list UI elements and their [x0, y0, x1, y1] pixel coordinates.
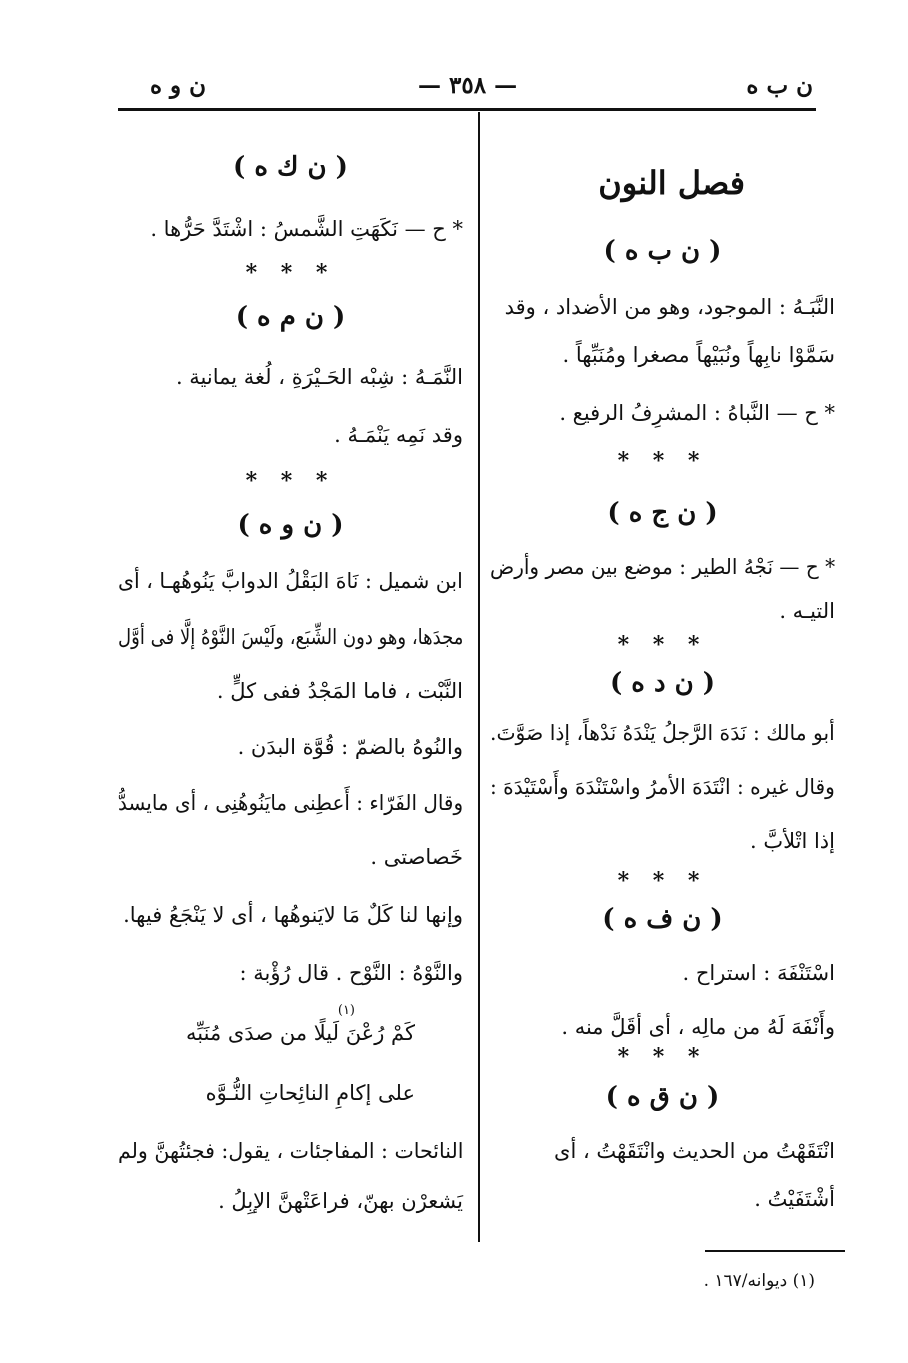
section-heading-nqh: ( ن ق ه )	[605, 1082, 720, 1112]
section-separator: * * *	[617, 1044, 708, 1070]
text-line: النَّبَـهُ : الموجود، وهو من الأضداد ، وقد	[504, 295, 835, 319]
verse-footnote-marker: (١)	[337, 1003, 355, 1018]
section-separator: * * *	[245, 260, 336, 286]
section-separator: * * *	[617, 632, 708, 658]
text-line: * ح — النَّباهُ : المشرِفُ الرفيع .	[559, 401, 835, 425]
text-line: * ح — نَجْهُ الطير : موضع بين مصر وأرض	[489, 555, 835, 579]
text-line: انْتَقَهْتُ من الحديث وانْتَقَهْتُ ، أى	[554, 1139, 835, 1163]
text-line: والنُوهُ بالضمّ : قُوَّة البدَن .	[237, 735, 463, 759]
text-line: النَّمَـهُ : شِبْه الحَـيْرَةِ ، لُغة يمانية .	[175, 365, 463, 389]
footnote-rule	[705, 1250, 845, 1252]
section-heading-nkh: ( ن ك ه )	[233, 152, 348, 182]
text-line: سَمَّوْا نابِهاً ونُبَيْهاً مصغرا ومُنَبِّهاً .	[562, 343, 835, 367]
column-divider	[478, 112, 480, 1242]
text-line: إذا اتْلأبَّ .	[749, 829, 835, 853]
running-head-left: ن و ه	[150, 72, 207, 99]
chapter-title: فصل النون	[598, 164, 745, 202]
text-line: وإنها لنا كَلٌ مَا لايَنوهُها ، أى لا يَنْجَعُ فيها.	[123, 903, 463, 927]
text-line: أشْتَفَيْتُ .	[754, 1187, 835, 1211]
text-line: وقال غيره : انْتَدَهَ الأمرُ واسْتَنْدَهَ وأَسْتَيْدَهَ :	[490, 775, 835, 799]
text-line: * ح — نَكَهَتِ الشَّمسُ : اشْتَدَّ حَرُّها .	[150, 217, 463, 241]
section-heading-nbh: ( ن ب ه )	[603, 236, 722, 266]
text-line: التيـه .	[779, 599, 835, 623]
section-heading-njh: ( ن ج ه )	[607, 498, 718, 528]
running-head-right: ن ب ه	[746, 72, 813, 99]
verse-line: على إكامِ النائِحاتِ النُّـوَّه	[205, 1081, 415, 1105]
section-heading-nfh: ( ن ف ه )	[602, 904, 723, 934]
text-line: وأَنْفَهَ لَهُ من مالِه ، أى أقَلَّ منه .	[561, 1015, 835, 1039]
text-line: وقد نَمِه يَنْمَـهُ .	[334, 423, 463, 447]
text-line: وقال الفَرّاء : أَعطِنى مايَنُوهُنِى ، أى مايسدُّ	[117, 791, 463, 815]
page-number: — ٣٥٨ —	[418, 72, 518, 99]
text-line: يَشعرْن بهنّ، فراعَتْهنَّ الإبِلُ .	[218, 1189, 463, 1213]
section-heading-nmh: ( ن م ه )	[235, 302, 346, 332]
text-line: أبو مالك : نَدَهَ الرَّجلُ يَنْدَهُ نَدْهاً، إذا صَوَّتَ.	[490, 721, 835, 745]
text-line: النائحات : المفاجئات ، يقول: فجئتُهنَّ ولم	[117, 1139, 463, 1163]
text-line: اسْتَنْفَهَ : استراح .	[682, 961, 835, 985]
text-line: والنَّوْهُ : النَّوْح . قال رُؤْبة :	[239, 961, 463, 985]
section-heading-ndh: ( ن د ه )	[609, 668, 716, 698]
verse-line: كَمْ رُعْنَ لَيلًا من صدَى مُنَبِّه	[186, 1021, 415, 1045]
section-heading-nwh: ( ن و ه )	[237, 510, 344, 540]
text-line: النَّبْت ، فاما المَجْدُ ففى كلٍّ .	[216, 679, 463, 703]
section-separator: * * *	[617, 448, 708, 474]
section-separator: * * *	[617, 868, 708, 894]
text-line: خَصاصتى .	[370, 845, 463, 869]
text-line: ابن شميل : نَاهَ البَقْلُ الدوابَّ يَنُوهُهـا ، أى	[118, 569, 463, 593]
right-column	[490, 0, 835, 1363]
footnote: (١) ديوانه/١٦٧ .	[703, 1271, 815, 1291]
text-line: مجدَها، وهو دون الشِّبَع، ولَيْسَ النَّوْهُ إلَّا فى أوَّل	[117, 625, 463, 649]
section-separator: * * *	[245, 468, 336, 494]
left-column	[118, 0, 463, 1363]
